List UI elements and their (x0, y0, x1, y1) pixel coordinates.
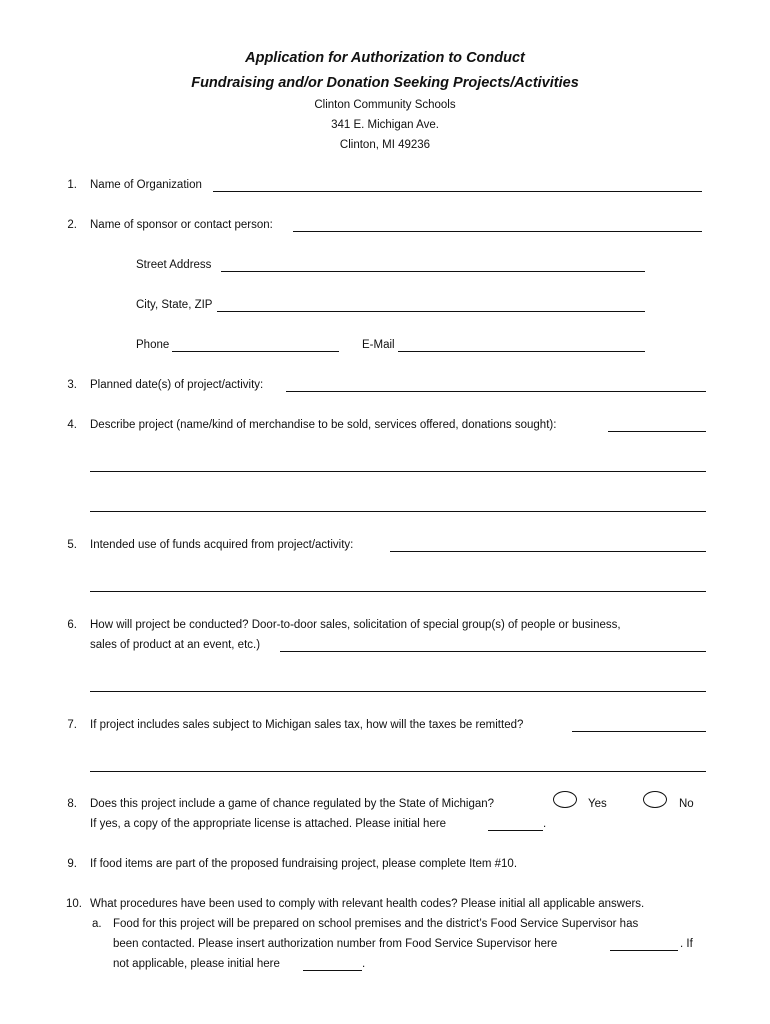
describe-project-field[interactable] (608, 431, 706, 432)
street-address-field[interactable] (221, 271, 645, 272)
how-conducted-label-cont: sales of product at an event, etc.) (90, 639, 261, 651)
license-initial-period: . (543, 818, 547, 830)
license-initial-field[interactable] (488, 830, 543, 831)
city-state-zip-label: City, State, ZIP (136, 299, 213, 311)
sub-item-letter: a. (92, 918, 102, 930)
org-name-label: Name of Organization (90, 179, 202, 191)
item-number: 1. (67, 179, 77, 191)
how-conducted-line[interactable] (90, 691, 706, 692)
item-number: 5. (67, 539, 77, 551)
license-initial-label: If yes, a copy of the appropriate license is attached. Please initial here (90, 818, 447, 830)
phone-label: Phone (136, 339, 170, 351)
intended-use-field[interactable] (390, 551, 706, 552)
food-items-label: If food items are part of the proposed fundraising project, please complete Item #10. (90, 858, 518, 870)
email-field[interactable] (398, 351, 645, 352)
item-number: 10. (66, 898, 82, 910)
planned-dates-label: Planned date(s) of project/activity: (90, 379, 264, 391)
item-number: 6. (67, 619, 77, 631)
no-label: No (679, 798, 694, 810)
school-premises-label: Food for this project will be prepared on school premises and the district’s Food Service Supervisor has (113, 918, 639, 930)
district-street: 341 E. Michigan Ave. (331, 119, 439, 131)
org-name-field[interactable] (213, 191, 702, 192)
contact-person-label: Name of sponsor or contact person: (90, 219, 273, 231)
contact-person-field[interactable] (293, 231, 702, 232)
planned-dates-field[interactable] (286, 391, 706, 392)
yes-label: Yes (588, 798, 607, 810)
item-number: 2. (67, 219, 77, 231)
phone-field[interactable] (172, 351, 339, 352)
not-applicable-initial-field[interactable] (303, 970, 362, 971)
form-title-line2: Fundraising and/or Donation Seeking Projects/Activities (191, 75, 579, 91)
district-name: Clinton Community Schools (314, 99, 456, 111)
yes-radio[interactable] (553, 791, 577, 808)
sales-tax-label: If project includes sales subject to Michigan sales tax, how will the taxes be remitted? (90, 719, 524, 731)
email-label: E-Mail (362, 339, 395, 351)
describe-project-line[interactable] (90, 471, 706, 472)
intended-use-line[interactable] (90, 591, 706, 592)
sales-tax-line[interactable] (90, 771, 706, 772)
describe-project-line[interactable] (90, 511, 706, 512)
not-applicable-period: . (362, 958, 366, 970)
health-codes-label: What procedures have been used to comply with relevant health codes? Please initial all applicable answers. (90, 898, 645, 910)
street-address-label: Street Address (136, 259, 212, 271)
how-conducted-field[interactable] (280, 651, 706, 652)
authorization-number-field[interactable] (610, 950, 678, 951)
sales-tax-field[interactable] (572, 731, 706, 732)
item-number: 8. (67, 798, 77, 810)
how-conducted-label: How will project be conducted? Door-to-door sales, solicitation of special group(s) of people or business, (90, 619, 621, 631)
city-state-zip-field[interactable] (217, 311, 645, 312)
authorization-number-label: been contacted. Please insert authorization number from Food Service Supervisor here (113, 938, 558, 950)
item-number: 7. (67, 719, 77, 731)
item-number: 4. (67, 419, 77, 431)
no-radio[interactable] (643, 791, 667, 808)
item-number: 9. (67, 858, 77, 870)
not-applicable-label: not applicable, please initial here (113, 958, 280, 970)
authorization-number-suffix: . If (680, 938, 693, 950)
game-of-chance-label: Does this project include a game of chance regulated by the State of Michigan? (90, 798, 495, 810)
intended-use-label: Intended use of funds acquired from project/activity: (90, 539, 354, 551)
item-number: 3. (67, 379, 77, 391)
form-title-line1: Application for Authorization to Conduct (245, 50, 525, 66)
describe-project-label: Describe project (name/kind of merchandise to be sold, services offered, donations sought): (90, 419, 557, 431)
district-city: Clinton, MI 49236 (339, 139, 431, 151)
